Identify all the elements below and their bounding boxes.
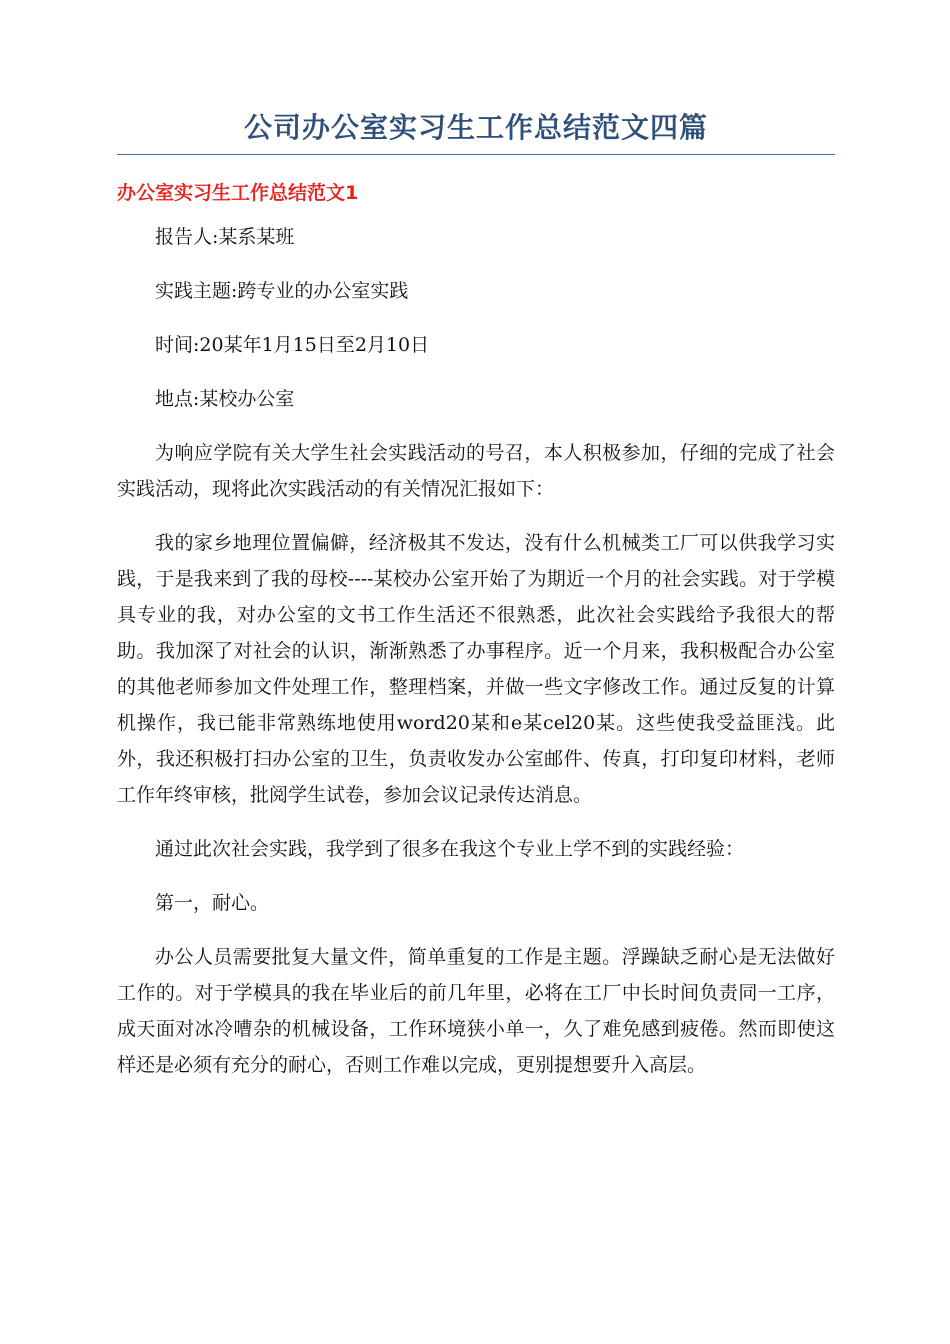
document-title: 公司办公室实习生工作总结范文四篇 xyxy=(117,108,835,155)
body-paragraph: 办公人员需要批复大量文件，简单重复的工作是主题。浮躁缺乏耐心是无法做好工作的。对于学模具的我在毕业后的前几年里，必将在工厂中长时间负责同一工序，成天面对冰冷嘈杂的机械设备，工作环境狭小单一，久了难免感到疲倦。然而即使这样还是必须有充分的耐心，否则工作难以完成，更别提想要升入高层。 xyxy=(117,946,835,1076)
time-line: 时间:20某年1月15日至2月10日 xyxy=(155,334,430,356)
document-page xyxy=(117,108,835,1101)
topic-line: 实践主题:跨专业的办公室实践 xyxy=(155,280,409,302)
body-paragraph: 通过此次社会实践，我学到了很多在我这个专业上学不到的实践经验： xyxy=(155,838,745,860)
point-heading: 第一，耐心。 xyxy=(155,892,270,914)
location-line: 地点:某校办公室 xyxy=(155,388,295,410)
body-paragraph: 我的家乡地理位置偏僻，经济极其不发达，没有什么机械类工厂可以供我学习实践，于是我来到了我的母校----某校办公室开始了为期近一个月的社会实践。对于学模具专业的我，对办公室的文书工作生活还不很熟悉，此次社会实践给予我很大的帮助。我加深了对社会的认识，渐渐熟悉了办事程序。近一个月来，我积极配合办公室的其他老师参加文件处理工作，整理档案，并做一些文字修改工作。通过反复的计算机操作，我已能非常熟练地使用word20某和e某cel20某。这些使我受益匪浅。此外，我还积极打扫办公室的卫生，负责收发办公室邮件、传真，打印复印材料，老师工作年终审核，批阅学生试卷，参加会议记录传达消息。 xyxy=(117,532,835,806)
body-paragraph: 为响应学院有关大学生社会实践活动的号召，本人积极参加，仔细的完成了社会实践活动，现将此次实践活动的有关情况汇报如下： xyxy=(117,442,835,500)
reporter-line: 报告人:某系某班 xyxy=(155,226,295,248)
section-heading: 办公室实习生工作总结范文1 xyxy=(117,182,359,204)
